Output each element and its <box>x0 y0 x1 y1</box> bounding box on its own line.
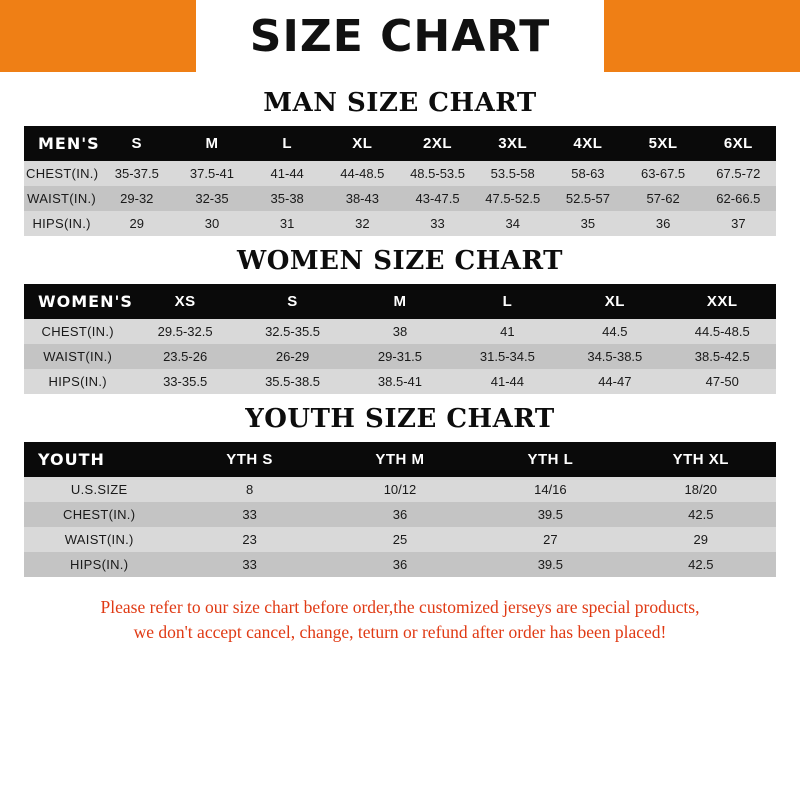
youth-header-m: YTH M <box>325 442 475 477</box>
men-size-table <box>24 126 776 236</box>
men-hips-4xl: 35 <box>550 211 625 236</box>
youth-chest-m: 36 <box>325 502 475 527</box>
women-size-table <box>24 284 776 394</box>
women-header-xs: XS <box>131 284 238 319</box>
youth-row-waist-label: WAIST(IN.) <box>24 527 174 552</box>
women-waist-l: 31.5-34.5 <box>454 344 561 369</box>
table-header-row <box>24 284 776 319</box>
men-row-hips-label: HIPS(IN.) <box>24 211 99 236</box>
youth-row-chest-label: CHEST(IN.) <box>24 502 174 527</box>
youth-hips-xl: 42.5 <box>626 552 776 577</box>
women-chest-xl: 44.5 <box>561 319 668 344</box>
women-chest-s: 32.5-35.5 <box>239 319 346 344</box>
youth-header-xl: YTH XL <box>626 442 776 477</box>
men-chest-s: 35-37.5 <box>99 161 174 186</box>
youth-waist-m: 25 <box>325 527 475 552</box>
section-title-women: WOMEN SIZE CHART <box>237 246 563 276</box>
youth-waist-l: 27 <box>475 527 625 552</box>
women-header-label: WOMEN'S <box>24 284 131 319</box>
women-header-xl: XL <box>561 284 668 319</box>
table-row <box>24 319 776 344</box>
section-title-men: MAN SIZE CHART <box>263 88 537 118</box>
women-table-body <box>24 319 776 394</box>
women-header-m: M <box>346 284 453 319</box>
women-waist-m: 29-31.5 <box>346 344 453 369</box>
header-accent-left <box>0 0 196 72</box>
women-chest-m: 38 <box>346 319 453 344</box>
youth-row-hips-label: HIPS(IN.) <box>24 552 174 577</box>
men-table-body <box>24 161 776 236</box>
men-chest-3xl: 53.5-58 <box>475 161 550 186</box>
men-hips-xl: 32 <box>325 211 400 236</box>
women-waist-xxl: 38.5-42.5 <box>669 344 776 369</box>
women-hips-xxl: 47-50 <box>669 369 776 394</box>
men-hips-m: 30 <box>174 211 249 236</box>
women-hips-l: 41-44 <box>454 369 561 394</box>
men-hips-l: 31 <box>250 211 325 236</box>
women-chest-l: 41 <box>454 319 561 344</box>
men-header-xl: XL <box>325 126 400 161</box>
men-waist-2xl: 43-47.5 <box>400 186 475 211</box>
youth-size-table <box>24 442 776 577</box>
men-waist-m: 32-35 <box>174 186 249 211</box>
men-waist-5xl: 57-62 <box>626 186 701 211</box>
youth-header-label: YOUTH <box>24 442 174 477</box>
youth-table-body <box>24 477 776 577</box>
men-hips-5xl: 36 <box>626 211 701 236</box>
youth-row-ussize-label: U.S.SIZE <box>24 477 174 502</box>
footer-note-line-2: we don't accept cancel, change, teturn or refund after order has been placed! <box>133 622 667 643</box>
men-header-l: L <box>250 126 325 161</box>
men-chest-4xl: 58-63 <box>550 161 625 186</box>
men-header-label: MEN'S <box>24 126 99 161</box>
women-waist-xs: 23.5-26 <box>131 344 238 369</box>
table-header-row <box>24 126 776 161</box>
men-waist-3xl: 47.5-52.5 <box>475 186 550 211</box>
youth-header-s: YTH S <box>174 442 324 477</box>
men-waist-4xl: 52.5-57 <box>550 186 625 211</box>
women-row-chest-label: CHEST(IN.) <box>24 319 131 344</box>
women-hips-xl: 44-47 <box>561 369 668 394</box>
table-row <box>24 211 776 236</box>
men-chest-m: 37.5-41 <box>174 161 249 186</box>
youth-hips-m: 36 <box>325 552 475 577</box>
men-row-chest-label: CHEST(IN.) <box>24 161 99 186</box>
men-hips-6xl: 37 <box>701 211 776 236</box>
women-hips-m: 38.5-41 <box>346 369 453 394</box>
table-row <box>24 186 776 211</box>
youth-hips-l: 39.5 <box>475 552 625 577</box>
youth-table-head <box>24 442 776 477</box>
table-row <box>24 369 776 394</box>
men-header-5xl: 5XL <box>626 126 701 161</box>
youth-ussize-l: 14/16 <box>475 477 625 502</box>
men-row-waist-label: WAIST(IN.) <box>24 186 99 211</box>
table-row <box>24 477 776 502</box>
men-hips-s: 29 <box>99 211 174 236</box>
youth-hips-s: 33 <box>174 552 324 577</box>
men-header-4xl: 4XL <box>550 126 625 161</box>
youth-waist-s: 23 <box>174 527 324 552</box>
women-header-l: L <box>454 284 561 319</box>
table-row <box>24 527 776 552</box>
men-waist-6xl: 62-66.5 <box>701 186 776 211</box>
men-chest-6xl: 67.5-72 <box>701 161 776 186</box>
men-hips-2xl: 33 <box>400 211 475 236</box>
table-row <box>24 161 776 186</box>
women-hips-s: 35.5-38.5 <box>239 369 346 394</box>
table-row <box>24 344 776 369</box>
youth-ussize-m: 10/12 <box>325 477 475 502</box>
table-row <box>24 552 776 577</box>
men-header-m: M <box>174 126 249 161</box>
footer-note <box>24 589 776 656</box>
page-title: SIZE CHART <box>249 10 551 62</box>
men-header-6xl: 6XL <box>701 126 776 161</box>
youth-chest-xl: 42.5 <box>626 502 776 527</box>
header-band <box>0 0 800 72</box>
table-row <box>24 502 776 527</box>
men-header-2xl: 2XL <box>400 126 475 161</box>
men-header-s: S <box>99 126 174 161</box>
women-row-waist-label: WAIST(IN.) <box>24 344 131 369</box>
men-chest-xl: 44-48.5 <box>325 161 400 186</box>
women-table-head <box>24 284 776 319</box>
header-accent-right <box>604 0 800 72</box>
women-row-hips-label: HIPS(IN.) <box>24 369 131 394</box>
men-waist-s: 29-32 <box>99 186 174 211</box>
youth-ussize-xl: 18/20 <box>626 477 776 502</box>
footer-note-line-1: Please refer to our size chart before order,the customized jerseys are special products, <box>100 597 700 617</box>
women-chest-xs: 29.5-32.5 <box>131 319 238 344</box>
women-waist-s: 26-29 <box>239 344 346 369</box>
men-waist-xl: 38-43 <box>325 186 400 211</box>
youth-chest-s: 33 <box>174 502 324 527</box>
youth-header-l: YTH L <box>475 442 625 477</box>
youth-ussize-s: 8 <box>174 477 324 502</box>
section-title-youth: YOUTH SIZE CHART <box>245 404 555 434</box>
men-chest-l: 41-44 <box>250 161 325 186</box>
men-header-3xl: 3XL <box>475 126 550 161</box>
women-waist-xl: 34.5-38.5 <box>561 344 668 369</box>
women-header-xxl: XXL <box>669 284 776 319</box>
women-hips-xs: 33-35.5 <box>131 369 238 394</box>
men-chest-2xl: 48.5-53.5 <box>400 161 475 186</box>
men-waist-l: 35-38 <box>250 186 325 211</box>
youth-waist-xl: 29 <box>626 527 776 552</box>
women-chest-xxl: 44.5-48.5 <box>669 319 776 344</box>
men-chest-5xl: 63-67.5 <box>626 161 701 186</box>
charts-container <box>0 72 800 800</box>
women-header-s: S <box>239 284 346 319</box>
men-hips-3xl: 34 <box>475 211 550 236</box>
table-header-row <box>24 442 776 477</box>
men-table-head <box>24 126 776 161</box>
youth-chest-l: 39.5 <box>475 502 625 527</box>
